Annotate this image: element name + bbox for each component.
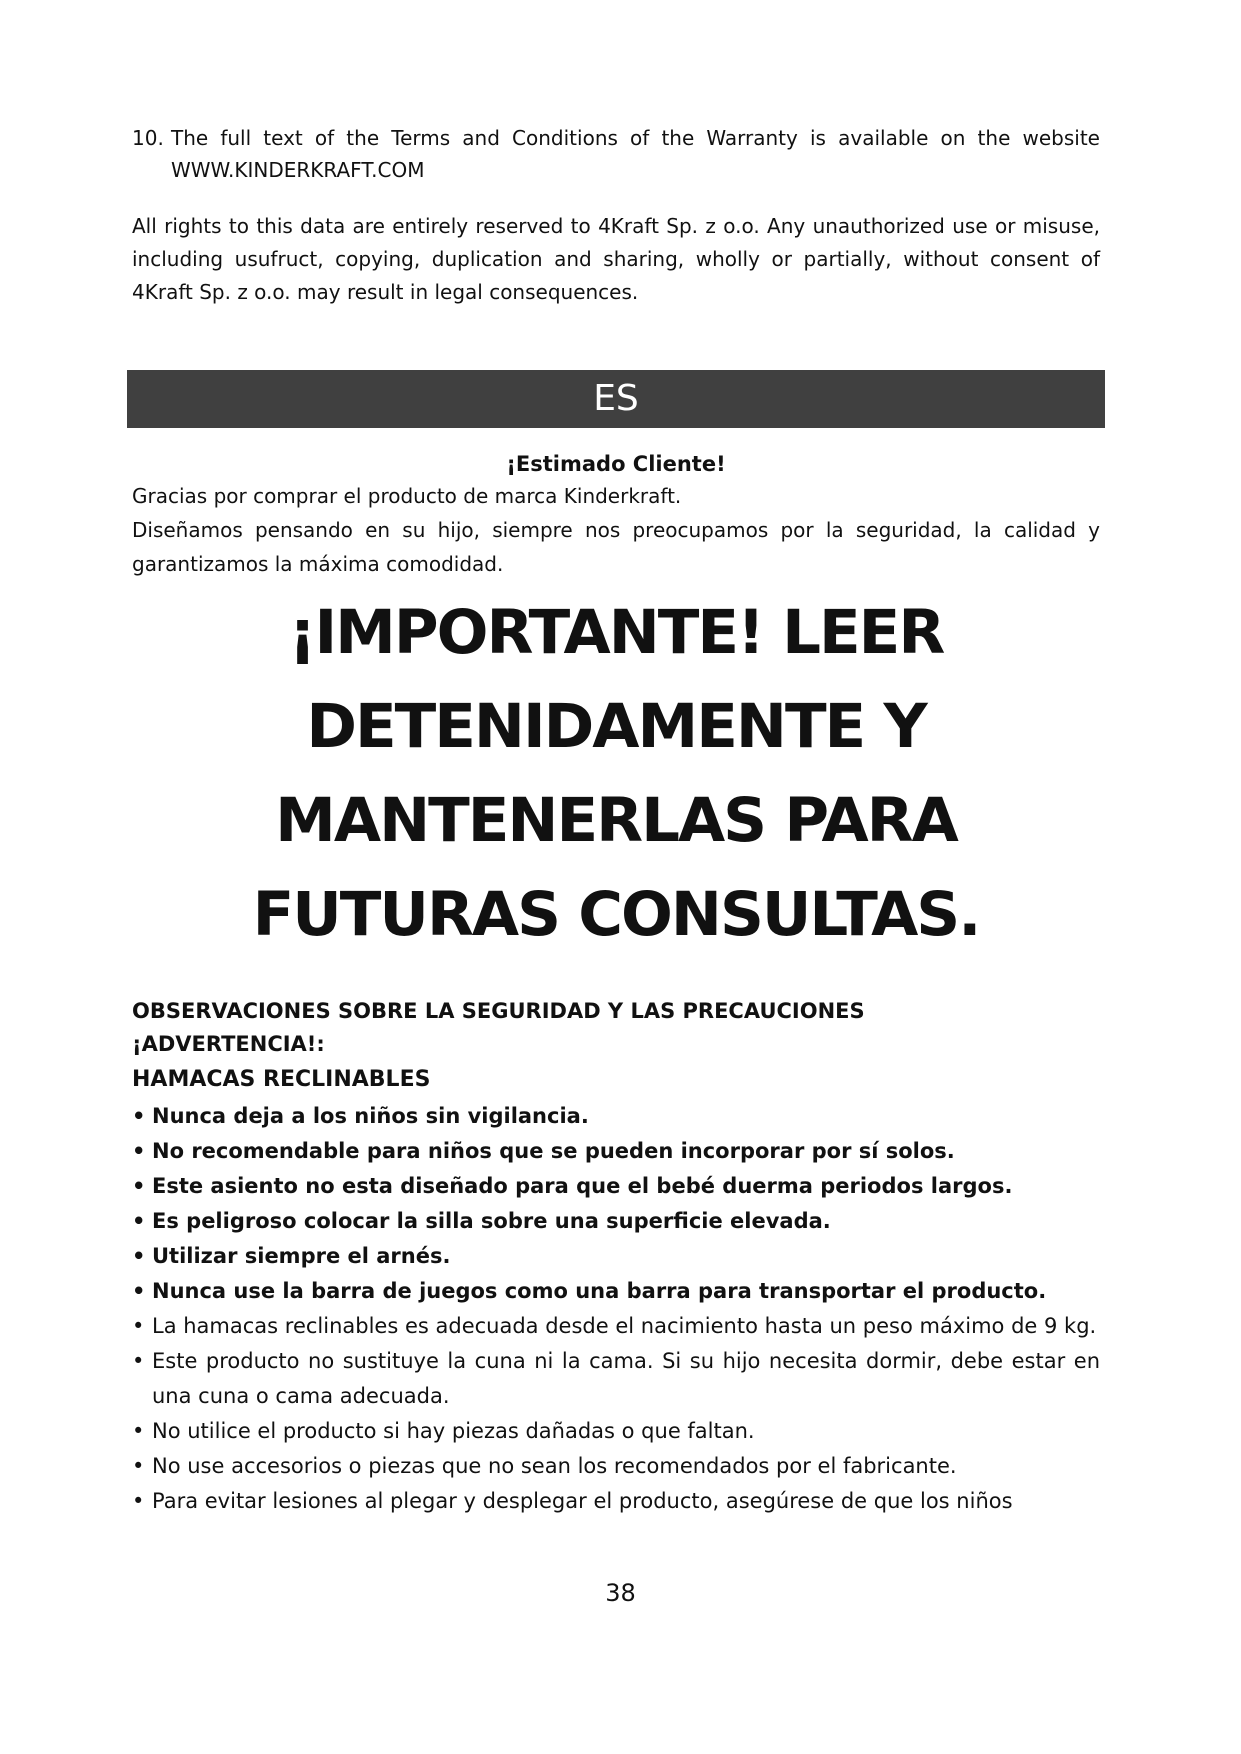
list-item: [132, 1169, 1100, 1204]
bullet-icon: •: [132, 1419, 145, 1443]
bullet-icon: •: [132, 1104, 146, 1128]
list-item: [132, 1239, 1100, 1274]
warranty-list-item: [132, 122, 1100, 186]
rights-notice: All rights to this data are entirely reserved to 4Kraft Sp. z o.o. Any unauthorized use or misuse, including usufruct, copying, duplication and sharing, wholly or partially, without consent of 4Kraft Sp. z o.o. may result in legal consequences.: [132, 214, 1100, 304]
bullet-text: Este producto no sustituye la cuna ni la cama. Si su hijo necesita dormir, debe estar en una cuna o cama adecuada.: [152, 1349, 1100, 1408]
list-item: [132, 1309, 1100, 1344]
bullet-text: Para evitar lesiones al plegar y desplegar el producto, asegúrese de que los niños: [152, 1489, 1013, 1513]
bullet-text: Es peligroso colocar la silla sobre una superficie elevada.: [152, 1209, 831, 1233]
bullet-icon: •: [132, 1139, 146, 1163]
list-item: [132, 1344, 1100, 1414]
list-item: [132, 1134, 1100, 1169]
bullet-icon: •: [132, 1314, 145, 1338]
bullet-text: La hamacas reclinables es adecuada desde el nacimiento hasta un peso máximo de 9 kg.: [152, 1314, 1097, 1338]
bullet-text: No use accesorios o piezas que no sean los recomendados por el fabricante.: [152, 1454, 957, 1478]
bullet-text: No recomendable para niños que se pueden incorporar por sí solos.: [152, 1139, 955, 1163]
warning-label: ¡ADVERTENCIA!:: [132, 1032, 325, 1056]
bullet-text: No utilice el producto si hay piezas dañadas o que faltan.: [152, 1419, 755, 1443]
safety-heading: OBSERVACIONES SOBRE LA SEGURIDAD Y LAS PRECAUCIONES: [132, 999, 865, 1023]
safety-section: [132, 995, 1100, 1519]
list-item: [132, 1414, 1100, 1449]
product-type-heading: HAMACAS RECLINABLES: [132, 1067, 431, 1092]
bullet-icon: •: [132, 1244, 146, 1268]
bullet-icon: •: [132, 1279, 146, 1303]
warranty-item-number: 10.: [132, 126, 164, 150]
list-item: [132, 1274, 1100, 1309]
bullet-icon: •: [132, 1454, 145, 1478]
english-warranty-section: [132, 122, 1100, 309]
greeting-thanks: Gracias por comprar el producto de marca Kinderkraft.: [132, 484, 682, 508]
important-notice-heading: ¡IMPORTANTE! LEER DETENIDAMENTE Y MANTENERLAS PARA FUTURAS CONSULTAS.: [252, 597, 980, 950]
page-number: 38: [605, 1579, 636, 1607]
list-item: [132, 1449, 1100, 1484]
bullet-text: Nunca use la barra de juegos como una barra para transportar el producto.: [152, 1279, 1047, 1303]
bullet-icon: •: [132, 1174, 146, 1198]
warranty-item-text: The full text of the Terms and Conditions of the Warranty is available on the website WWW.KINDERKRAFT.COM: [171, 126, 1100, 182]
bullet-text: Este asiento no esta diseñado para que el bebé duerma periodos largos.: [152, 1174, 1013, 1198]
bullet-icon: •: [132, 1209, 146, 1233]
greeting-section: [132, 449, 1100, 581]
bullet-icon: •: [132, 1489, 145, 1513]
bullet-text: Nunca deja a los niños sin vigilancia.: [152, 1104, 589, 1128]
list-item: [132, 1204, 1100, 1239]
list-item: [132, 1099, 1100, 1134]
safety-bullet-list: [132, 1099, 1100, 1519]
greeting-title: ¡Estimado Cliente!: [506, 452, 726, 476]
bullet-icon: •: [132, 1349, 145, 1373]
list-item: [132, 1484, 1100, 1519]
language-section-header: ES: [127, 370, 1105, 428]
greeting-design-note: Diseñamos pensando en su hijo, siempre nos preocupamos por la seguridad, la calidad y garantizamos la máxima comodidad.: [132, 518, 1100, 576]
bullet-text: Utilizar siempre el arnés.: [152, 1244, 451, 1268]
